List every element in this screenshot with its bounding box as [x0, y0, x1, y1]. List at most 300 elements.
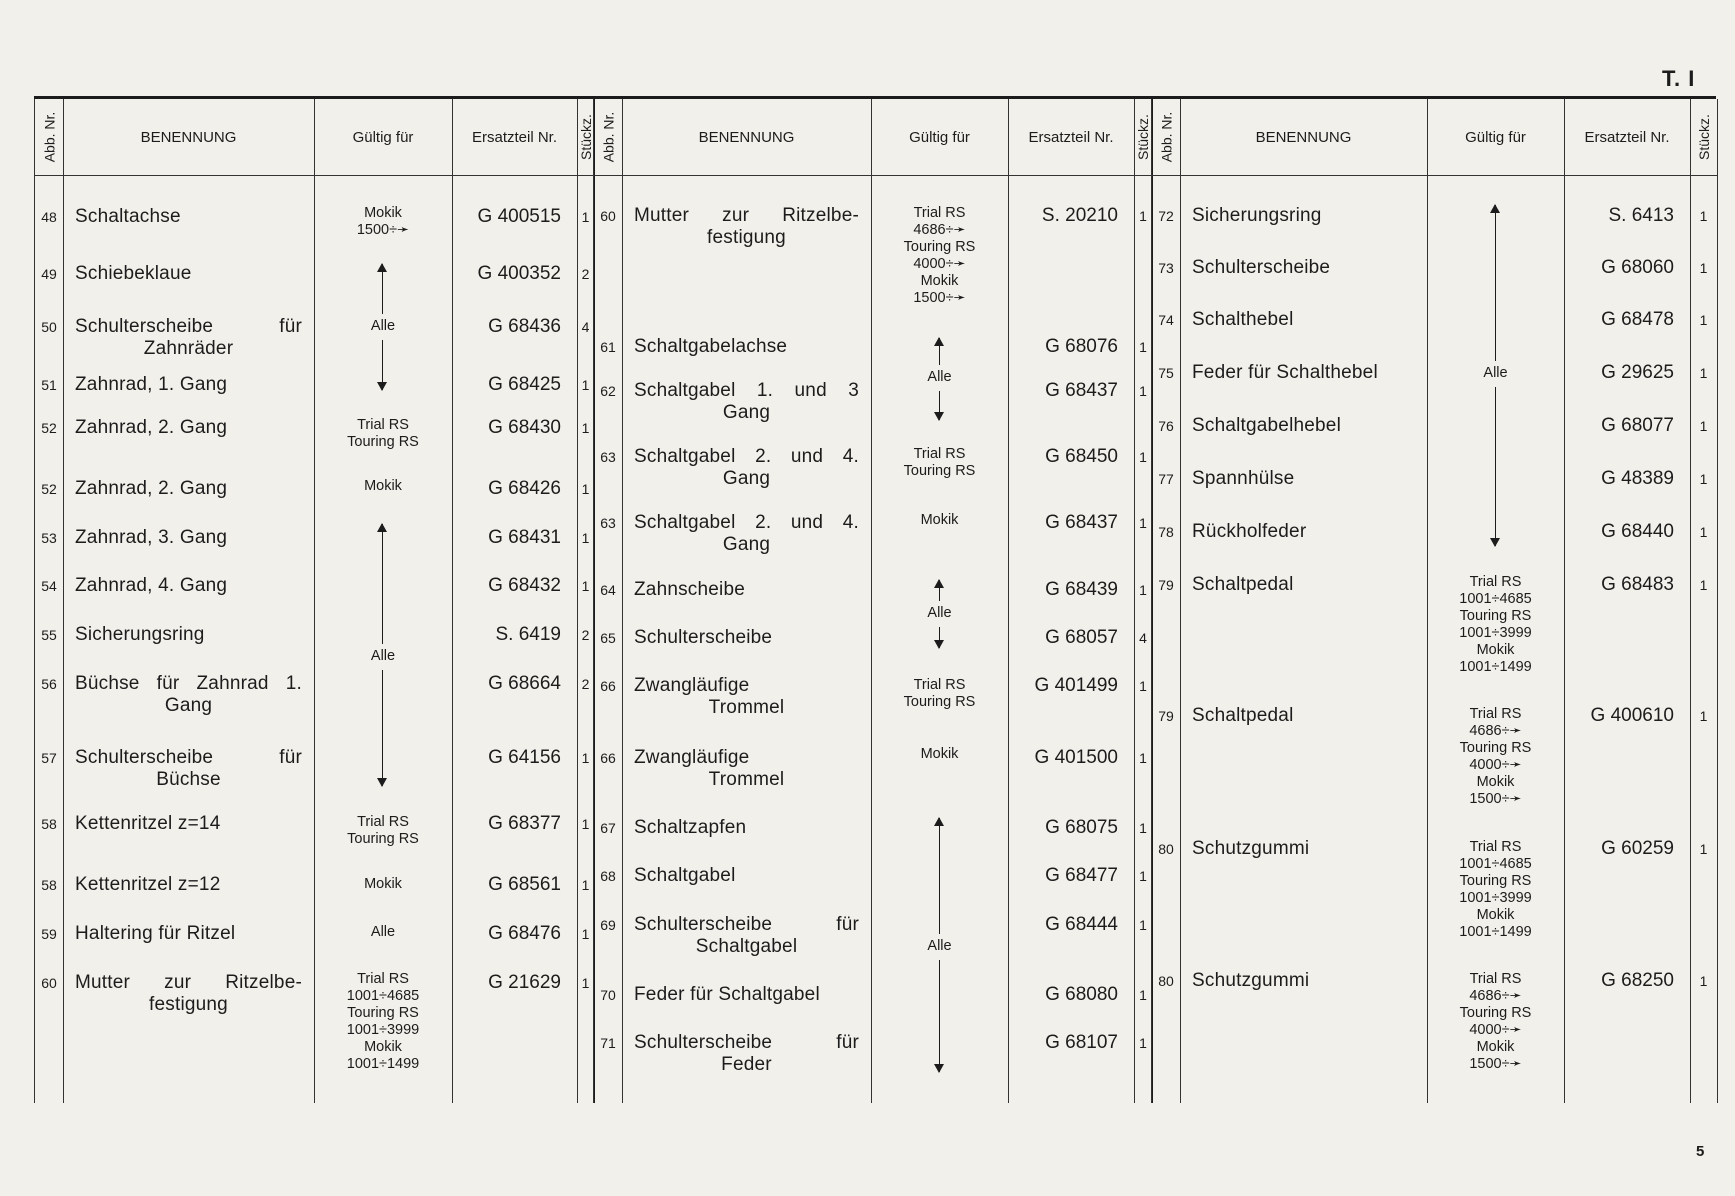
- row-stueckzahl: 1: [1139, 678, 1147, 694]
- row-ersatzteil-nr: G 401500: [1034, 747, 1118, 768]
- column-divider: [452, 99, 453, 1103]
- validity-arrow-down: [939, 960, 940, 1072]
- header-stueckzahl-label: Stückz.: [1135, 114, 1151, 160]
- validity-line: Mokik: [920, 746, 959, 762]
- row-ersatzteil-nr: G 68478: [1601, 309, 1674, 330]
- row-ersatzteil-nr: G 68477: [1045, 865, 1118, 886]
- row-gueltig-fuer: [1431, 365, 1560, 382]
- validity-line: Trial RS: [357, 971, 409, 987]
- column-divider: [1427, 99, 1428, 1103]
- row-benennung: [634, 205, 859, 249]
- row-benennung: [75, 923, 302, 945]
- row-benennung-line: Feder: [721, 1054, 772, 1075]
- row-benennung-line: Rückholfeder: [1192, 521, 1307, 542]
- validity-line: Trial RS: [1469, 574, 1522, 590]
- validity-line: 4000÷➛: [1469, 757, 1522, 773]
- validity-line: Touring RS: [903, 239, 976, 255]
- validity-line: 1500÷➛: [913, 290, 966, 306]
- validity-line: 1001÷4685: [1459, 591, 1532, 607]
- row-benennung: [634, 914, 859, 958]
- row-ersatzteil-nr: G 29625: [1601, 362, 1674, 383]
- column-divider: [63, 99, 64, 1103]
- row-benennung: [75, 874, 302, 896]
- row-benennung-line: Spannhülse: [1192, 468, 1295, 489]
- row-ersatzteil-nr: G 68439: [1045, 579, 1118, 600]
- row-benennung: [634, 627, 859, 649]
- row-benennung-line: Zwangläufige: [634, 675, 750, 696]
- row-abb-nr: 71: [600, 1035, 616, 1051]
- validity-line: Trial RS: [913, 677, 966, 693]
- row-ersatzteil-nr: G 68440: [1601, 521, 1674, 542]
- row-benennung-line: Schaltgabel: [634, 865, 736, 886]
- row-ersatzteil-nr: G 68437: [1045, 380, 1118, 401]
- validity-line: 1001÷3999: [1459, 890, 1532, 906]
- row-benennung-line: Schulterscheibe: [1192, 257, 1331, 278]
- row-stueckzahl: 1: [1699, 708, 1708, 724]
- row-gueltig-fuer: [318, 971, 448, 1073]
- row-abb-nr: 63: [600, 515, 616, 531]
- row-benennung-line: Mutter zur Ritzelbe-: [75, 972, 302, 993]
- validity-line: Trial RS: [1469, 971, 1522, 987]
- row-benennung: [634, 984, 859, 1006]
- row-benennung-line: Haltering für Ritzel: [75, 923, 236, 944]
- header-stueckzahl: [1134, 99, 1152, 175]
- row-gueltig-fuer: [875, 446, 1004, 480]
- row-ersatzteil-nr: S. 20210: [1041, 205, 1118, 226]
- row-benennung-line: Schulterscheibe für: [75, 316, 302, 337]
- row-benennung: [1192, 521, 1415, 543]
- row-benennung-line: Schulterscheibe für: [634, 1032, 859, 1053]
- row-gueltig-fuer: [1431, 971, 1560, 1073]
- row-stueckzahl: 1: [581, 975, 590, 991]
- row-stueckzahl: 1: [1699, 471, 1708, 487]
- row-benennung: [634, 817, 859, 839]
- row-benennung-line: Schaltgabel 2. und 4.: [634, 512, 859, 533]
- row-abb-nr: 60: [600, 208, 616, 224]
- row-stueckzahl: 1: [1699, 260, 1708, 276]
- validity-line: 4686÷➛: [1469, 988, 1522, 1004]
- row-abb-nr: 79: [1158, 708, 1174, 724]
- row-benennung-line: Zahnrad, 3. Gang: [75, 527, 228, 548]
- validity-arrow-down: [939, 391, 940, 420]
- page-title: T. I: [1662, 66, 1696, 91]
- header-ersatzteil-nr-label: Ersatzteil Nr.: [471, 128, 558, 146]
- row-benennung-line: festigung: [149, 994, 228, 1015]
- row-ersatzteil-nr: G 68483: [1601, 574, 1674, 595]
- row-abb-nr: 78: [1158, 524, 1174, 540]
- row-abb-nr: 66: [600, 678, 616, 694]
- page-number: 5: [1696, 1143, 1705, 1160]
- row-abb-nr: 61: [600, 339, 616, 355]
- row-benennung: [75, 478, 302, 500]
- row-gueltig-fuer: [318, 924, 448, 941]
- row-gueltig-fuer: [318, 814, 448, 848]
- header-abb-nr-label: Abb. Nr.: [41, 111, 57, 163]
- row-benennung-line: Schaltachse: [75, 206, 181, 227]
- validity-arrow-down: [382, 340, 383, 390]
- row-stueckzahl: 1: [1139, 582, 1147, 598]
- row-abb-nr: 52: [41, 420, 57, 436]
- validity-line: 4686÷➛: [913, 222, 966, 238]
- row-gueltig-fuer: [318, 478, 448, 495]
- row-benennung: [634, 1032, 859, 1076]
- row-benennung-line: Gang: [164, 695, 213, 716]
- row-benennung: [1192, 415, 1415, 437]
- row-stueckzahl: 1: [581, 377, 590, 393]
- validity-arrow-up: [382, 524, 383, 644]
- header-stueckzahl-label: Stückz.: [1695, 114, 1712, 160]
- row-gueltig-fuer: [875, 512, 1004, 529]
- row-abb-nr: 67: [600, 820, 616, 836]
- row-ersatzteil-nr: G 68080: [1045, 984, 1118, 1005]
- validity-line: Mokik: [1476, 774, 1515, 790]
- row-gueltig-fuer: [875, 938, 1004, 955]
- row-ersatzteil-nr: S. 6419: [495, 624, 561, 645]
- row-benennung: [1192, 205, 1415, 227]
- row-benennung-line: Gang: [722, 468, 771, 489]
- header-gueltig-fuer: [871, 99, 1008, 175]
- row-abb-nr: 69: [600, 917, 616, 933]
- column-divider: [1008, 99, 1009, 1103]
- row-benennung-line: Gang: [722, 534, 771, 555]
- row-ersatzteil-nr: G 400610: [1590, 705, 1674, 726]
- header-ersatzteil-nr-label: Ersatzteil Nr.: [1584, 128, 1670, 146]
- header-ersatzteil-nr-label: Ersatzteil Nr.: [1028, 128, 1114, 146]
- validity-line: Trial RS: [1469, 706, 1522, 722]
- row-stueckzahl: 1: [581, 481, 590, 497]
- row-stueckzahl: 1: [1699, 524, 1708, 540]
- row-benennung: [1192, 970, 1415, 992]
- validity-line: 1001÷3999: [1459, 625, 1532, 641]
- row-ersatzteil-nr: G 68060: [1601, 257, 1674, 278]
- row-gueltig-fuer: [318, 876, 448, 893]
- row-benennung-line: Schaltgabel 2. und 4.: [634, 446, 859, 467]
- row-benennung-line: Zahnrad, 4. Gang: [75, 575, 228, 596]
- row-gueltig-fuer: [1431, 839, 1560, 941]
- row-benennung: [1192, 362, 1415, 384]
- row-benennung-line: Büchse für Zahnrad 1.: [75, 673, 302, 694]
- row-benennung: [75, 417, 302, 439]
- validity-line: 1500÷➛: [1469, 791, 1522, 807]
- row-abb-nr: 53: [41, 530, 57, 546]
- row-abb-nr: 58: [41, 877, 57, 893]
- row-benennung-line: Schalthebel: [1192, 309, 1294, 330]
- row-stueckzahl: 1: [1699, 973, 1708, 989]
- row-gueltig-fuer: [318, 318, 448, 335]
- column-divider: [871, 99, 872, 1103]
- row-benennung: [1192, 838, 1415, 860]
- row-benennung: [75, 316, 302, 360]
- validity-line: 1001÷1499: [346, 1056, 420, 1072]
- row-abb-nr: 68: [600, 868, 616, 884]
- column-divider: [1690, 99, 1691, 1103]
- validity-line: Touring RS: [1459, 740, 1532, 756]
- row-benennung-line: Schaltpedal: [1192, 705, 1294, 726]
- row-stueckzahl: 2: [581, 627, 590, 643]
- row-stueckzahl: 1: [1139, 339, 1147, 355]
- row-benennung: [634, 747, 859, 791]
- row-abb-nr: 64: [600, 582, 616, 598]
- row-ersatzteil-nr: G 68561: [488, 874, 561, 895]
- validity-line: 4000÷➛: [913, 256, 966, 272]
- row-stueckzahl: 1: [581, 530, 590, 546]
- header-rule: [35, 175, 594, 176]
- validity-line: Alle: [370, 924, 396, 940]
- row-abb-nr: 52: [41, 481, 57, 497]
- row-stueckzahl: 1: [581, 877, 590, 893]
- row-abb-nr: 55: [41, 627, 57, 643]
- row-benennung-line: Trommel: [708, 697, 785, 718]
- row-ersatzteil-nr: G 21629: [488, 972, 561, 993]
- row-stueckzahl: 1: [1699, 577, 1708, 593]
- header-gueltig-fuer-label: Gültig für: [909, 128, 970, 146]
- row-benennung: [634, 380, 859, 424]
- row-gueltig-fuer: [875, 369, 1004, 386]
- validity-arrow-down: [1495, 387, 1496, 546]
- row-abb-nr: 66: [600, 750, 616, 766]
- row-ersatzteil-nr: G 68430: [488, 417, 561, 438]
- validity-line: Touring RS: [347, 1005, 419, 1021]
- header-rule: [594, 175, 1152, 176]
- header-abb-nr: [35, 99, 63, 175]
- row-benennung: [634, 865, 859, 887]
- header-stueckzahl: [1690, 99, 1717, 175]
- row-ersatzteil-nr: G 400352: [477, 263, 561, 284]
- row-abb-nr: 74: [1158, 312, 1174, 328]
- header-abb-nr: [1152, 99, 1180, 175]
- row-ersatzteil-nr: G 68426: [488, 478, 561, 499]
- row-ersatzteil-nr: G 68436: [488, 316, 561, 337]
- row-ersatzteil-nr: G 68250: [1601, 970, 1674, 991]
- row-stueckzahl: 2: [581, 266, 590, 282]
- row-benennung-line: Mutter zur Ritzelbe-: [634, 205, 859, 226]
- row-abb-nr: 80: [1158, 973, 1174, 989]
- row-gueltig-fuer: [875, 677, 1004, 711]
- row-benennung-line: Kettenritzel z=14: [75, 813, 221, 834]
- row-benennung: [1192, 257, 1415, 279]
- row-abb-nr: 62: [600, 383, 616, 399]
- header-benennung: [1180, 99, 1427, 175]
- validity-line: Trial RS: [913, 446, 966, 462]
- row-ersatzteil-nr: G 68075: [1045, 817, 1118, 838]
- validity-line: Alle: [927, 605, 952, 621]
- row-stueckzahl: 1: [581, 926, 590, 942]
- row-benennung: [634, 675, 859, 719]
- row-benennung-line: Schulterscheibe für: [75, 747, 302, 768]
- row-gueltig-fuer: [318, 205, 448, 239]
- validity-line: Mokik: [364, 205, 402, 221]
- row-ersatzteil-nr: G 68444: [1045, 914, 1118, 935]
- row-benennung: [75, 374, 302, 396]
- row-ersatzteil-nr: G 60259: [1601, 838, 1674, 859]
- validity-line: 1001÷1499: [1459, 924, 1532, 940]
- validity-line: 1500÷➛: [356, 222, 410, 238]
- row-benennung-line: Schaltgabelachse: [634, 336, 788, 357]
- row-benennung: [75, 624, 302, 646]
- header-abb-nr-label: Abb. Nr.: [600, 111, 616, 163]
- row-ersatzteil-nr: G 68450: [1045, 446, 1118, 467]
- row-benennung: [75, 972, 302, 1016]
- row-ersatzteil-nr: G 68431: [488, 527, 561, 548]
- row-benennung-line: Schaltgabel: [695, 936, 798, 957]
- row-stueckzahl: 2: [581, 676, 590, 692]
- row-abb-nr: 54: [41, 578, 57, 594]
- header-abb-nr-label: Abb. Nr.: [1158, 111, 1174, 163]
- row-benennung-line: Schaltgabelhebel: [1192, 415, 1341, 436]
- row-abb-nr: 59: [41, 926, 57, 942]
- header-gueltig-fuer-label: Gültig für: [1465, 128, 1526, 146]
- validity-line: 4000÷➛: [1469, 1022, 1522, 1038]
- table-group-2: [593, 99, 1152, 1103]
- row-stueckzahl: 4: [1139, 630, 1147, 646]
- row-benennung-line: Schulterscheibe für: [634, 914, 859, 935]
- row-abb-nr: 72: [1158, 208, 1174, 224]
- row-benennung: [75, 747, 302, 791]
- header-ersatzteil-nr: [1564, 99, 1690, 175]
- row-ersatzteil-nr: G 68664: [488, 673, 561, 694]
- validity-line: Mokik: [1476, 642, 1515, 658]
- row-benennung: [75, 575, 302, 597]
- validity-line: Touring RS: [903, 463, 976, 479]
- validity-arrow-up: [939, 338, 940, 365]
- row-ersatzteil-nr: G 401499: [1034, 675, 1118, 696]
- row-stueckzahl: 1: [1139, 868, 1147, 884]
- row-stueckzahl: 1: [1139, 383, 1147, 399]
- row-benennung-line: Trommel: [708, 769, 785, 790]
- validity-line: 1001÷3999: [346, 1022, 420, 1038]
- validity-line: Touring RS: [1459, 1005, 1532, 1021]
- row-benennung-line: Schutzgummi: [1192, 838, 1310, 859]
- header-stueckzahl: [577, 99, 594, 175]
- row-stueckzahl: 1: [1699, 841, 1708, 857]
- validity-line: Touring RS: [347, 434, 419, 450]
- row-benennung-line: Schaltzapfen: [634, 817, 747, 838]
- row-stueckzahl: 1: [1139, 515, 1147, 531]
- row-stueckzahl: 1: [1139, 917, 1147, 933]
- validity-line: 4686÷➛: [1469, 723, 1522, 739]
- row-ersatzteil-nr: G 48389: [1601, 468, 1674, 489]
- validity-arrow-down: [939, 627, 940, 648]
- row-abb-nr: 80: [1158, 841, 1174, 857]
- row-benennung-line: Schiebeklaue: [75, 263, 192, 284]
- validity-line: 1001÷4685: [1459, 856, 1532, 872]
- row-benennung-line: Schulterscheibe: [634, 627, 773, 648]
- row-gueltig-fuer: [318, 417, 448, 451]
- row-benennung: [75, 206, 302, 228]
- row-benennung-line: festigung: [707, 227, 786, 248]
- row-ersatzteil-nr: G 68425: [488, 374, 561, 395]
- row-ersatzteil-nr: G 68057: [1045, 627, 1118, 648]
- validity-line: Mokik: [1476, 907, 1515, 923]
- row-gueltig-fuer: [1431, 706, 1560, 808]
- header-benennung-label: BENENNUNG: [1255, 128, 1352, 146]
- row-ersatzteil-nr: G 64156: [488, 747, 561, 768]
- row-abb-nr: 50: [41, 319, 57, 335]
- validity-line: Alle: [370, 648, 396, 664]
- row-benennung-line: Zahnrad, 1. Gang: [75, 374, 228, 395]
- column-divider: [1180, 99, 1181, 1103]
- row-stueckzahl: 1: [581, 750, 590, 766]
- row-stueckzahl: 1: [1139, 1035, 1147, 1051]
- validity-line: Mokik: [1476, 1039, 1515, 1055]
- validity-line: Trial RS: [1469, 839, 1522, 855]
- validity-line: Alle: [927, 369, 952, 385]
- validity-line: Mokik: [364, 478, 402, 494]
- row-stueckzahl: 1: [581, 816, 590, 832]
- row-abb-nr: 57: [41, 750, 57, 766]
- validity-line: Touring RS: [1459, 608, 1532, 624]
- row-ersatzteil-nr: G 68107: [1045, 1032, 1118, 1053]
- row-benennung-line: Zahnräder: [143, 338, 234, 359]
- row-benennung-line: Schaltgabel 1. und 3: [634, 380, 859, 401]
- row-stueckzahl: 4: [581, 319, 590, 335]
- validity-line: Alle: [1483, 365, 1508, 381]
- validity-line: Mokik: [920, 273, 959, 289]
- row-benennung-line: Feder für Schalthebel: [1192, 362, 1378, 383]
- header-benennung: [622, 99, 871, 175]
- row-abb-nr: 77: [1158, 471, 1174, 487]
- row-abb-nr: 49: [41, 266, 57, 282]
- row-gueltig-fuer: [875, 605, 1004, 622]
- column-divider: [622, 99, 623, 1103]
- row-gueltig-fuer: [875, 746, 1004, 763]
- row-abb-nr: 76: [1158, 418, 1174, 434]
- row-benennung-line: Zwangläufige: [634, 747, 750, 768]
- validity-line: Alle: [370, 318, 396, 334]
- row-abb-nr: 70: [600, 987, 616, 1003]
- header-stueckzahl-label: Stückz.: [577, 114, 594, 160]
- row-stueckzahl: 1: [581, 578, 590, 594]
- validity-line: Touring RS: [1459, 873, 1532, 889]
- row-benennung-line: Schaltpedal: [1192, 574, 1294, 595]
- row-benennung-line: Zahnrad, 2. Gang: [75, 478, 228, 499]
- row-benennung: [1192, 309, 1415, 331]
- validity-arrow-up: [939, 580, 940, 601]
- validity-line: Trial RS: [913, 205, 966, 221]
- validity-arrow-up: [939, 818, 940, 934]
- row-stueckzahl: 1: [581, 420, 590, 436]
- row-stueckzahl: 1: [1699, 312, 1708, 328]
- row-stueckzahl: 1: [1699, 365, 1708, 381]
- column-divider: [314, 99, 315, 1103]
- row-benennung-line: Kettenritzel z=12: [75, 874, 221, 895]
- validity-line: 1500÷➛: [1469, 1056, 1522, 1072]
- column-divider: [577, 99, 578, 1103]
- header-ersatzteil-nr: [1008, 99, 1134, 175]
- header-gueltig-fuer-label: Gültig für: [352, 128, 414, 146]
- row-stueckzahl: 1: [1139, 449, 1147, 465]
- validity-line: 1001÷1499: [1459, 659, 1532, 675]
- row-stueckzahl: 1: [1139, 820, 1147, 836]
- validity-line: Touring RS: [347, 831, 419, 847]
- header-benennung-label: BENENNUNG: [140, 128, 237, 146]
- validity-line: Alle: [927, 938, 952, 954]
- row-benennung: [75, 813, 302, 835]
- row-benennung: [75, 527, 302, 549]
- header-ersatzteil-nr: [452, 99, 577, 175]
- row-benennung: [1192, 705, 1415, 727]
- validity-line: Trial RS: [357, 814, 409, 830]
- row-benennung-line: Sicherungsring: [75, 624, 205, 645]
- row-benennung-line: Sicherungsring: [1192, 205, 1322, 226]
- validity-arrow-down: [382, 670, 383, 786]
- validity-line: Mokik: [364, 1039, 402, 1055]
- row-ersatzteil-nr: G 68076: [1045, 336, 1118, 357]
- header-gueltig-fuer: [314, 99, 452, 175]
- row-gueltig-fuer: [1431, 574, 1560, 676]
- row-stueckzahl: 1: [1699, 418, 1708, 434]
- validity-line: Touring RS: [903, 694, 976, 710]
